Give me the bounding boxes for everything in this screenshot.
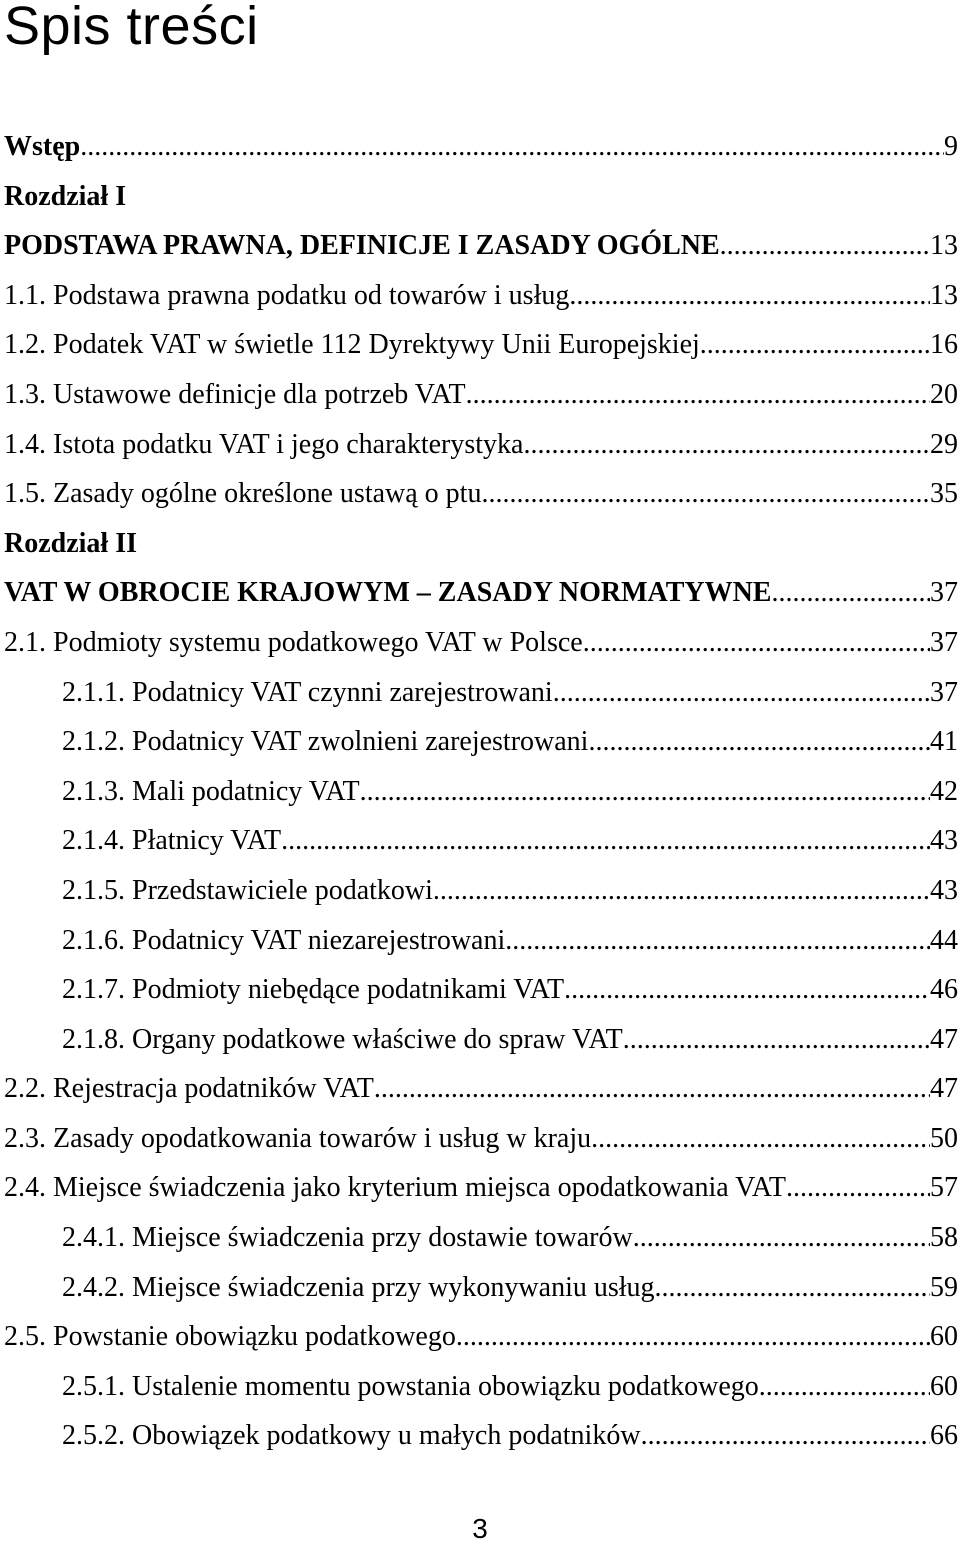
toc-entry-page: 46	[930, 974, 958, 1006]
toc-entry-page: 16	[930, 329, 958, 361]
toc-entry-page: 13	[930, 230, 958, 262]
toc-entry[interactable]	[4, 1015, 958, 1065]
toc-entry-page: 43	[930, 874, 958, 906]
toc-dot-leader	[433, 866, 930, 916]
toc-dot-leader	[569, 271, 930, 321]
toc-entry-page: 57	[930, 1172, 958, 1204]
toc-entry-title: 2.5. Powstanie obowiązku podatkowego	[4, 1321, 456, 1353]
toc-entry-page: 37	[930, 676, 958, 708]
toc-dot-leader	[523, 420, 930, 470]
toc-entry[interactable]	[4, 122, 958, 172]
toc-entry[interactable]	[4, 221, 958, 271]
toc-entry[interactable]	[4, 1163, 958, 1213]
toc-dot-leader	[641, 1411, 930, 1461]
toc-entry-title: 2.4.1. Miejsce świadczenia przy dostawie towarów	[62, 1222, 633, 1254]
toc-entry-title: Wstęp	[4, 131, 81, 162]
toc-dot-leader	[374, 1064, 930, 1114]
toc-entry-title: 2.3. Zasady opodatkowania towarów i usług w kraju	[4, 1122, 592, 1154]
toc-entry[interactable]	[4, 469, 958, 519]
toc-entry[interactable]	[4, 1064, 958, 1114]
toc-entry[interactable]	[4, 271, 958, 321]
toc-entry[interactable]	[4, 916, 958, 966]
toc-entry-page: 42	[930, 775, 958, 807]
toc-entry[interactable]	[4, 668, 958, 718]
toc-entry[interactable]	[4, 568, 958, 618]
toc-dot-leader	[655, 1263, 930, 1313]
toc-entry-title: Rozdział I	[4, 180, 127, 212]
toc-entry-title: 1.5. Zasady ogólne określone ustawą o ptu	[4, 478, 482, 510]
toc-dot-leader	[360, 767, 930, 817]
toc-entry-title: 2.4.2. Miejsce świadczenia przy wykonywaniu usług	[62, 1271, 655, 1303]
toc-entry-title: 1.2. Podatek VAT w świetle 112 Dyrektywy Unii Europejskiej	[4, 329, 700, 361]
toc-entry[interactable]	[4, 320, 958, 370]
toc-entry-title: 2.1.4. Płatnicy VAT	[62, 825, 282, 857]
toc-entry-page: 43	[930, 825, 958, 857]
toc-entry-title: 2.5.2. Obowiązek podatkowy u małych podatników	[62, 1420, 641, 1452]
toc-entry-title: VAT W OBROCIE KRAJOWYM – ZASADY NORMATYWNE	[4, 577, 772, 609]
toc-entry-title: 2.1.1. Podatnicy VAT czynni zarejestrowani	[62, 676, 553, 708]
toc-dot-leader	[786, 1163, 930, 1213]
toc-entry-title: 2.1. Podmioty systemu podatkowego VAT w Polsce	[4, 626, 583, 658]
toc-entry-page: 47	[930, 1073, 958, 1105]
toc-entry[interactable]	[4, 717, 958, 767]
toc-entry[interactable]	[4, 1362, 958, 1412]
toc-entry[interactable]	[4, 172, 958, 222]
toc-entry-page: 59	[930, 1271, 958, 1303]
toc-entry[interactable]	[4, 1263, 958, 1313]
toc-entry-page: 20	[930, 378, 958, 410]
toc-entry[interactable]	[4, 1411, 958, 1461]
toc-dot-leader	[281, 816, 930, 866]
toc-entry-title: 2.1.5. Przedstawiciele podatkowi	[62, 874, 433, 906]
toc-entry[interactable]	[4, 618, 958, 668]
toc-dot-leader	[456, 1312, 930, 1362]
toc-entry-page: 50	[930, 1122, 958, 1154]
toc-entry[interactable]	[4, 1213, 958, 1263]
toc-entry-title: 2.1.3. Mali podatnicy VAT	[62, 775, 360, 807]
toc-entry-page: 35	[930, 478, 958, 510]
toc-dot-leader	[623, 1015, 930, 1065]
page-number: 3	[472, 1513, 488, 1544]
toc-entry-title: 2.5.1. Ustalenie momentu powstania obowiązku podatkowego	[62, 1370, 759, 1402]
toc-entry-page: 37	[930, 577, 958, 609]
toc-entry-page: 9	[944, 131, 958, 162]
toc-entry-page: 13	[930, 279, 958, 311]
toc-dot-leader	[771, 568, 930, 618]
toc-dot-leader	[564, 965, 930, 1015]
toc-entry[interactable]	[4, 1312, 958, 1362]
toc-entry-title: Rozdział II	[4, 527, 137, 559]
toc-entry[interactable]	[4, 816, 958, 866]
table-of-contents	[4, 122, 958, 1461]
toc-entry-title: 1.3. Ustawowe definicje dla potrzeb VAT	[4, 378, 466, 410]
toc-entry[interactable]	[4, 767, 958, 817]
toc-entry[interactable]	[4, 519, 958, 569]
toc-entry[interactable]	[4, 965, 958, 1015]
toc-entry-title: PODSTAWA PRAWNA, DEFINICJE I ZASADY OGÓLNE	[4, 230, 720, 262]
toc-entry-page: 41	[930, 726, 958, 758]
toc-dot-leader	[553, 668, 930, 718]
toc-entry[interactable]	[4, 370, 958, 420]
toc-entry-page: 37	[930, 626, 958, 658]
toc-dot-leader	[588, 717, 930, 767]
toc-entry-page: 47	[930, 1023, 958, 1055]
toc-dot-leader	[481, 469, 930, 519]
toc-dot-leader	[591, 1114, 930, 1164]
page-title: Spis treści	[4, 0, 259, 56]
toc-entry[interactable]	[4, 420, 958, 470]
toc-entry-page: 60	[930, 1370, 958, 1402]
toc-dot-leader	[759, 1362, 930, 1412]
toc-dot-leader	[80, 122, 944, 172]
toc-dot-leader	[505, 916, 930, 966]
toc-entry-title: 2.4. Miejsce świadczenia jako kryterium miejsca opodatkowania VAT	[4, 1172, 786, 1204]
toc-entry-page: 44	[930, 924, 958, 956]
toc-dot-leader	[466, 370, 930, 420]
toc-dot-leader	[720, 221, 930, 271]
toc-dot-leader	[583, 618, 930, 668]
toc-entry-title: 1.1. Podstawa prawna podatku od towarów i usług	[4, 279, 570, 311]
toc-entry-title: 2.1.6. Podatnicy VAT niezarejestrowani	[62, 924, 506, 956]
toc-entry[interactable]	[4, 1114, 958, 1164]
toc-entry-title: 2.2. Rejestracja podatników VAT	[4, 1073, 374, 1105]
toc-entry-title: 2.1.7. Podmioty niebędące podatnikami VAT	[62, 974, 565, 1006]
toc-entry-title: 2.1.8. Organy podatkowe właściwe do spraw VAT	[62, 1023, 623, 1055]
toc-entry[interactable]	[4, 866, 958, 916]
toc-entry-page: 60	[930, 1321, 958, 1353]
toc-entry-title: 1.4. Istota podatku VAT i jego charakterystyka	[4, 428, 524, 460]
toc-entry-title: 2.1.2. Podatnicy VAT zwolnieni zarejestrowani	[62, 726, 589, 758]
toc-dot-leader	[700, 320, 930, 370]
toc-entry-page: 58	[930, 1222, 958, 1254]
toc-entry-page: 29	[930, 428, 958, 460]
toc-entry-page: 66	[930, 1420, 958, 1452]
toc-dot-leader	[633, 1213, 930, 1263]
